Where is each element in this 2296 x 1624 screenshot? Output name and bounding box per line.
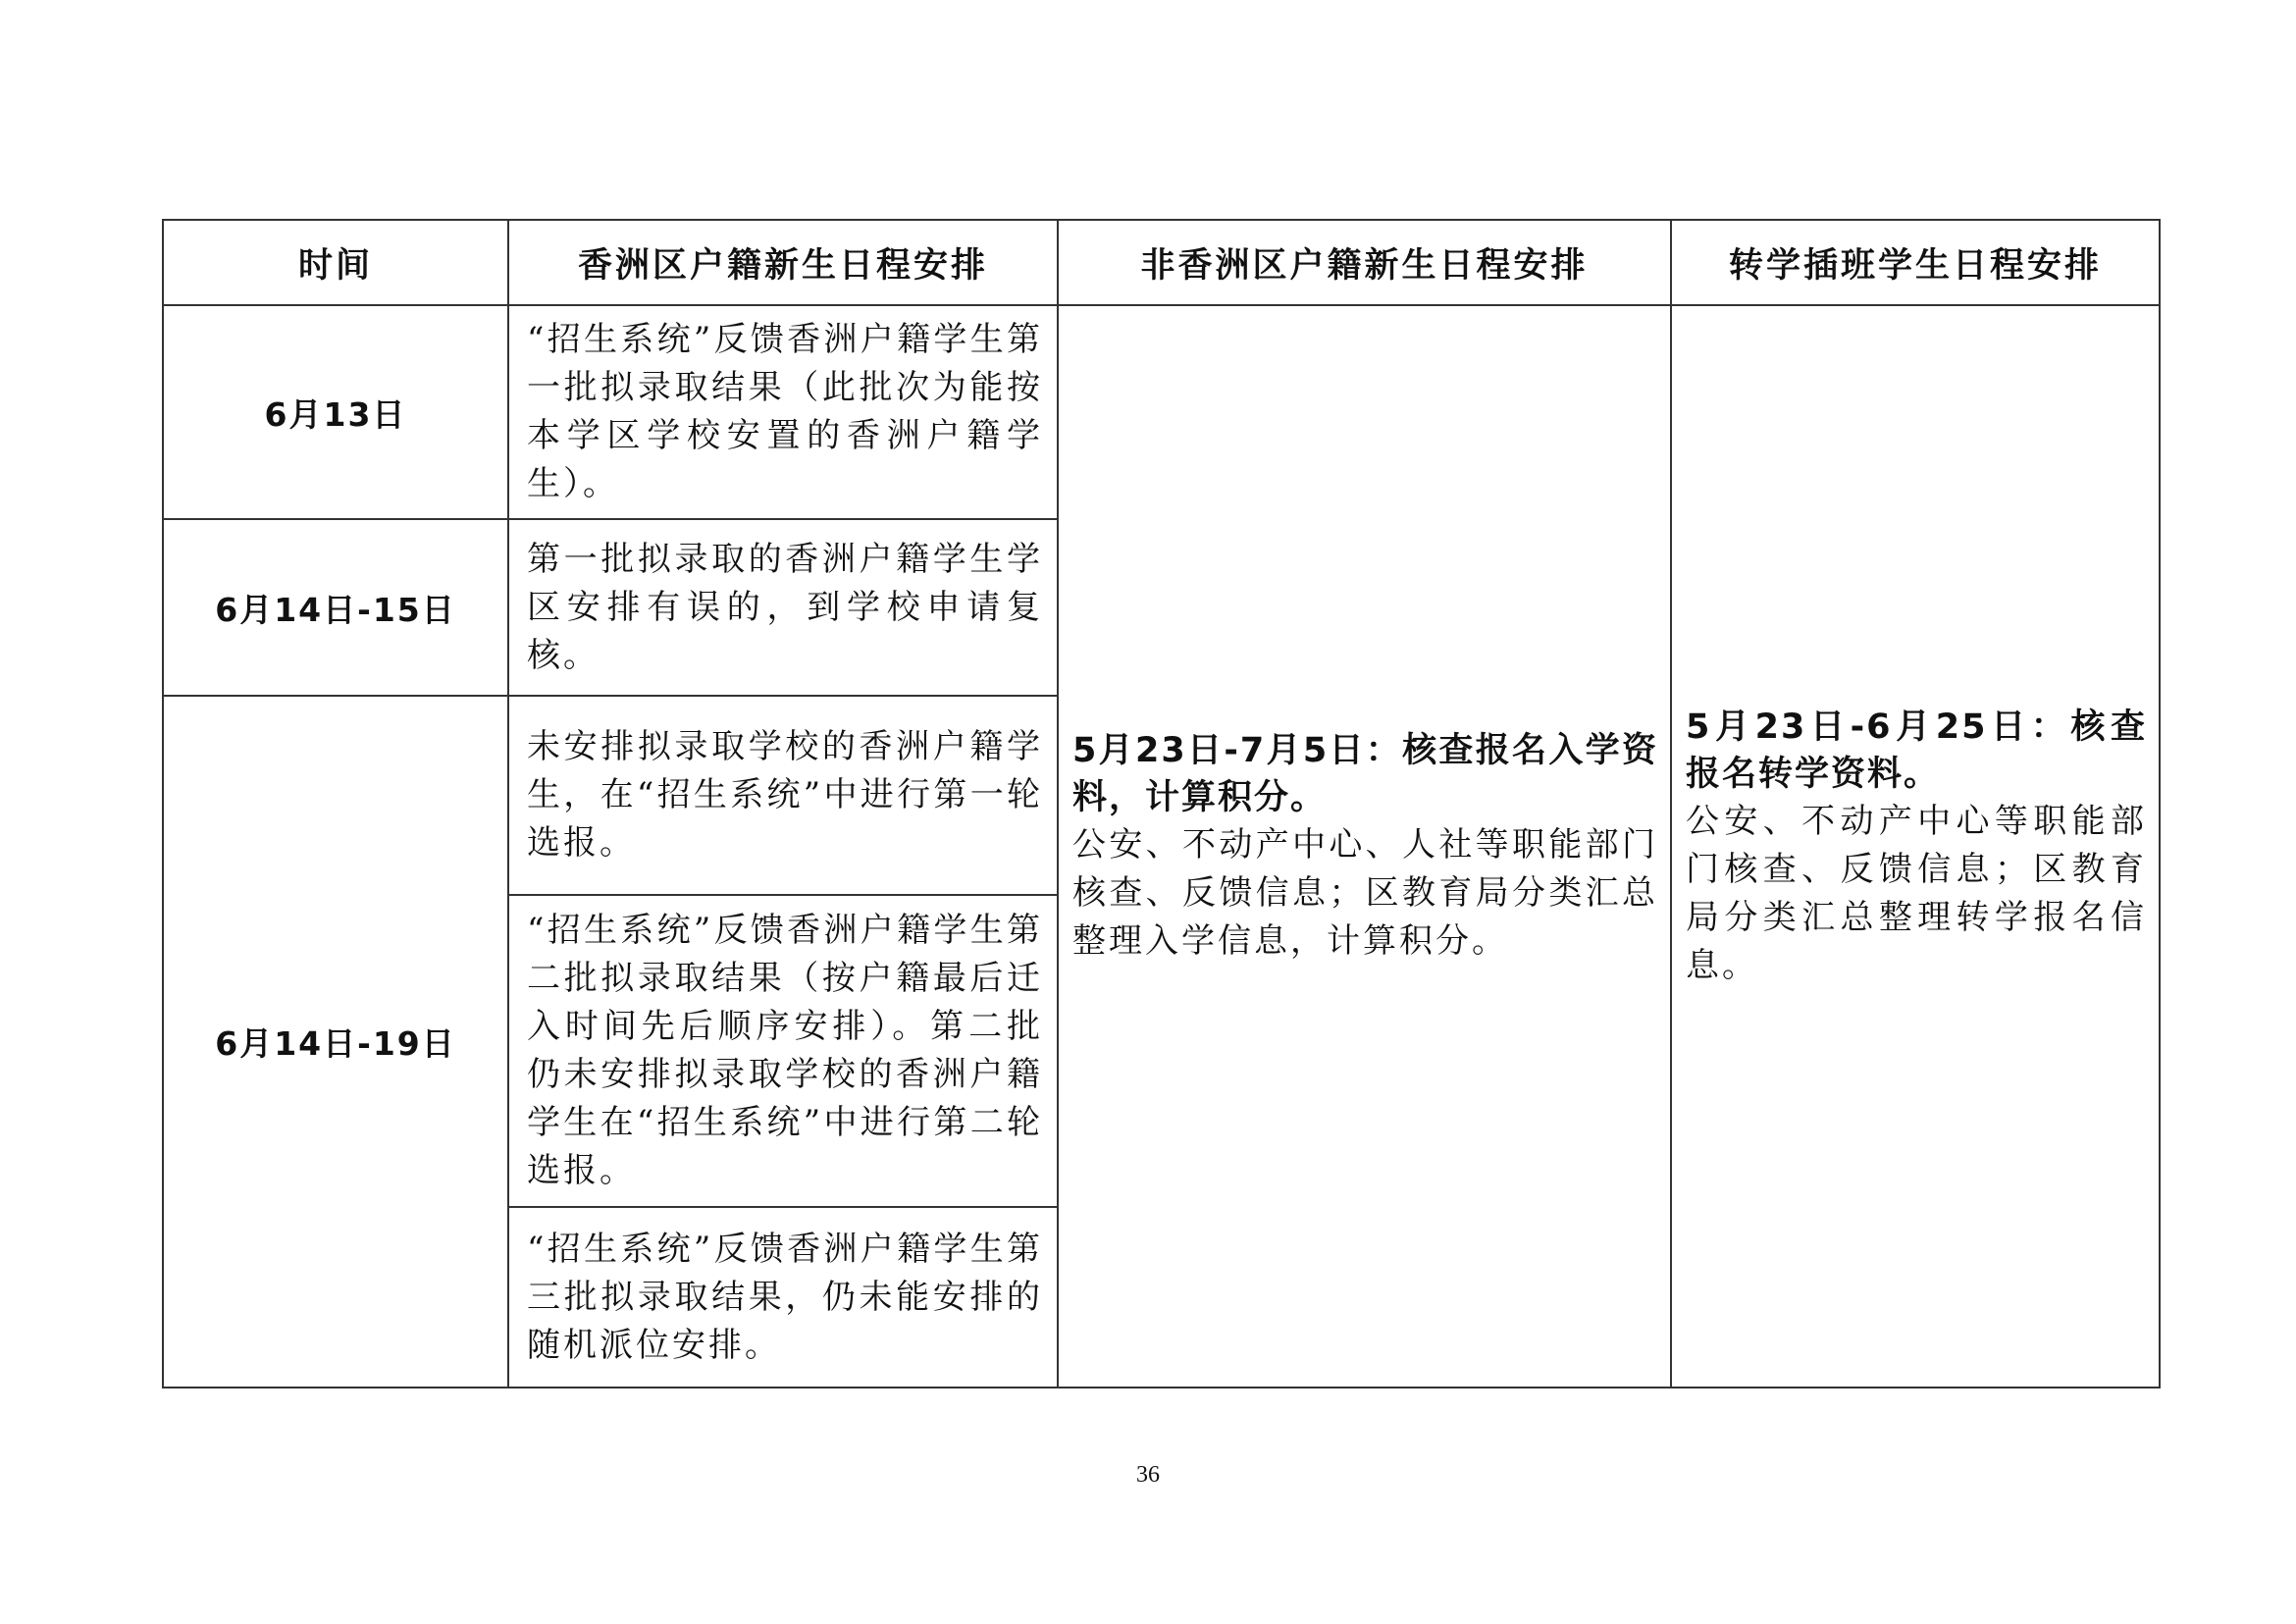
header-time: 时间 [163,220,508,305]
header-row [163,220,2160,305]
transfer-cell [1671,305,2160,1388]
table-row [163,305,2160,519]
xiangzhou-text: 未安排拟录取学校的香洲户籍学生，在“招生系统”中进行第一轮选报。 [527,727,1043,863]
non-xiangzhou-cell [1058,305,1671,1388]
header-xiangzhou: 香洲区户籍新生日程安排 [508,220,1058,305]
xiangzhou-text: “招生系统”反馈香洲户籍学生第三批拟录取结果，仍未能安排的随机派位安排。 [527,1229,1043,1365]
xiangzhou-cell [508,895,1058,1207]
xiangzhou-text: “招生系统”反馈香洲户籍学生第二批拟录取结果（按户籍最后迁入时间先后顺序安排）。第二批仍未安排拟录取学校的香洲户籍学生在“招生系统”中进行第二轮选报。 [527,911,1043,1190]
transfer-title: 5月23日-6月25日：核查报名转学资料。 [1686,707,2147,794]
non-xiangzhou-body: 公安、不动产中心、人社等职能部门核查、反馈信息；区教育局分类汇总整理入学信息，计算积分。 [1072,825,1658,961]
xiangzhou-text: 第一批拟录取的香洲户籍学生学区安排有误的，到学校申请复核。 [527,539,1043,675]
page-number: 36 [1136,1462,1160,1488]
schedule-table [162,219,2161,1388]
header-non-xiangzhou: 非香洲区户籍新生日程安排 [1058,220,1671,305]
time-cell: 6月14日-15日 [163,519,508,696]
xiangzhou-cell [508,305,1058,519]
time-cell: 6月14日-19日 [163,696,508,1388]
xiangzhou-cell [508,1207,1058,1388]
header-transfer: 转学插班学生日程安排 [1671,220,2160,305]
non-xiangzhou-title: 5月23日-7月5日：核查报名入学资料，计算积分。 [1072,731,1658,817]
xiangzhou-cell [508,519,1058,696]
xiangzhou-cell [508,696,1058,895]
time-cell: 6月13日 [163,305,508,519]
transfer-body: 公安、不动产中心等职能部门核查、反馈信息；区教育局分类汇总整理转学报名信息。 [1686,801,2147,985]
xiangzhou-text: “招生系统”反馈香洲户籍学生第一批拟录取结果（此批次为能按本学区学校安置的香洲户籍学生）。 [527,320,1043,503]
